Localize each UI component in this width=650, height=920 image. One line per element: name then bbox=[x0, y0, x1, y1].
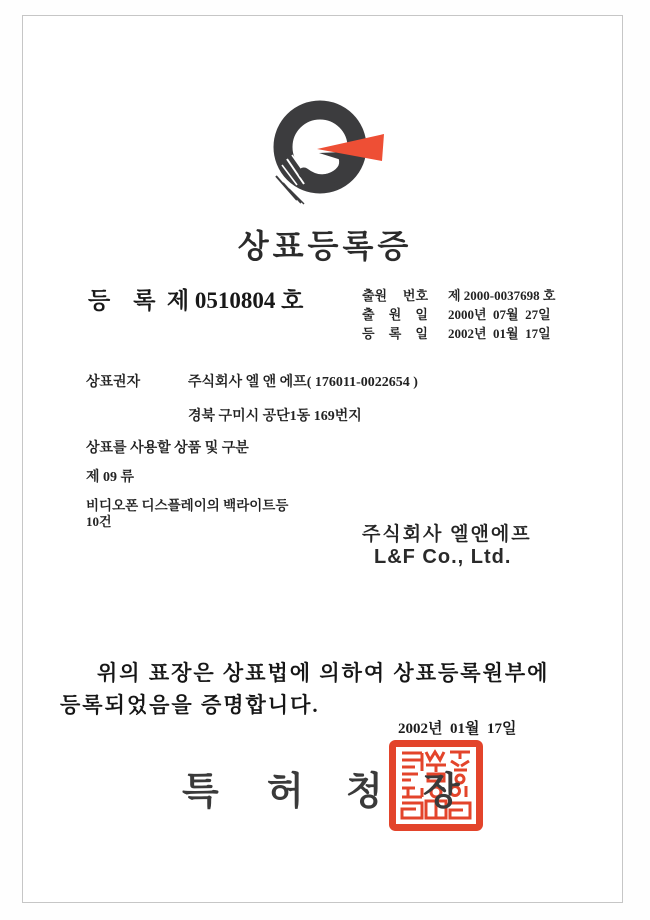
goods-description: 비디오폰 디스플레이의 백라이트등 bbox=[86, 498, 289, 513]
certification-statement-line1: 위의 표장은 상표법에 의하여 상표등록원부에 bbox=[97, 661, 550, 685]
owner-address: 경북 구미시 공단1동 169번지 bbox=[188, 409, 362, 424]
office-name-char-3: 청 bbox=[346, 771, 383, 813]
application-number-row bbox=[362, 286, 555, 305]
certification-statement-line2: 등록되었음을 증명합니다. bbox=[60, 693, 320, 717]
owner-name: 주식회사 엘 앤 에프( 176011-0022654 ) bbox=[188, 375, 418, 390]
registration-date-row bbox=[362, 324, 555, 343]
application-date-label: 출 원 일 bbox=[362, 307, 428, 322]
goods-section-heading: 상표를 사용할 상품 및 구분 bbox=[86, 441, 249, 456]
trademark-korean-name: 주식회사 엘앤에프 bbox=[362, 524, 532, 545]
office-name-char-4: 장 bbox=[423, 771, 460, 813]
goods-count: 10건 bbox=[86, 514, 112, 529]
document-title: 상표등록증 bbox=[237, 228, 413, 264]
goods-class: 제 09 류 bbox=[86, 470, 135, 485]
owner-label: 상표권자 bbox=[86, 375, 141, 390]
application-number-value: 제 2000-0037698 호 bbox=[448, 288, 556, 303]
application-number-label: 출원 번호 bbox=[362, 288, 428, 303]
kipo-logo-icon bbox=[263, 88, 397, 208]
registration-number: 등 록 제 0510804 호 bbox=[88, 288, 304, 313]
registration-date-value: 2002년 01월 17일 bbox=[448, 326, 551, 341]
office-name-char-1: 특 bbox=[182, 771, 219, 813]
issue-date: 2002년 01월 17일 bbox=[398, 721, 517, 737]
application-date-value: 2000년 07월 27일 bbox=[448, 307, 551, 322]
registration-date-label: 등 록 일 bbox=[362, 326, 428, 341]
application-date-row bbox=[362, 305, 555, 324]
filing-info-block bbox=[362, 286, 555, 343]
office-name-char-2: 허 bbox=[267, 771, 304, 813]
trademark-english-name: L&F Co., Ltd. bbox=[374, 546, 512, 568]
